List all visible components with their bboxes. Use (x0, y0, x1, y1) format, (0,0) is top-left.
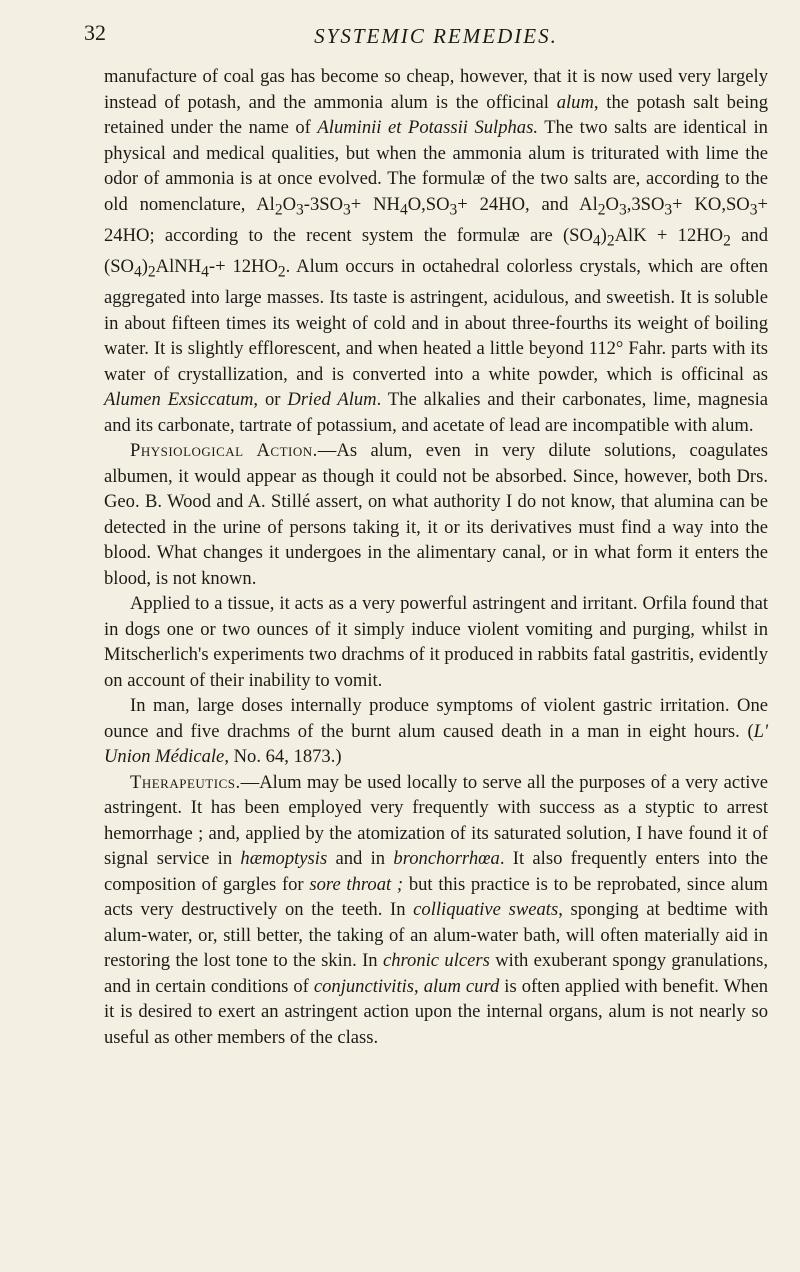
subscript: 3 (296, 201, 304, 219)
subscript: 4 (592, 232, 601, 250)
text-run: ) (600, 224, 607, 246)
text-run: ) (141, 255, 148, 277)
text-run: , sponging at bedtime with alum-water, or, still better, the taking of an alum-water bath, will often materially aid in restoring the lost tone to the skin. In (104, 899, 769, 972)
subscript: 3 (449, 201, 458, 219)
subscript: 2 (277, 263, 286, 281)
text-run: —Alum may be used locally to serve all the purposes of a very active astringent. It has been employed very frequently with success as a styptic to arrest hemorrhage ; and, applied by the atomization of its saturated solution, I have found it of signal service in (104, 771, 768, 870)
text-run: and in (327, 848, 394, 870)
text-run: , (414, 975, 424, 997)
paragraph (104, 438, 768, 591)
text-run: -+ 12HO (208, 255, 278, 277)
italic-text: colliquative sweats (413, 899, 559, 921)
subscript: 2 (147, 263, 156, 281)
text-run: Applied to a tissue, it acts as a very powerful astringent and irritant. Orfila found that in dogs one or two ounces of it simply induce violent vomiting and purging, whilst in Mitscherlich's experiments two drachms of it produced in rabbits fatal gastritis, evidently on account of their inability to vomit. (104, 593, 768, 691)
italic-text: L' Union Médicale (104, 720, 768, 768)
text-run: AlK + 12HO (614, 224, 724, 246)
italic-text: alum curd (423, 975, 500, 997)
text-run: manufacture of coal gas has become so cheap, however, that it is now used very largely instead of potash, and the ammonia alum is the officinal (104, 66, 768, 113)
italic-text: bronchorrhœa (393, 848, 500, 870)
text-run: + NH (350, 193, 400, 215)
subscript: 3 (749, 201, 758, 219)
text-run: -3SO (303, 193, 344, 215)
text-run: . It also frequently enters into the composition of gargles for (104, 848, 768, 895)
text-run: . Alum occurs in octahedral colorless crystals, which are often aggregated into large masses. Its taste is astringent, acidulous, and sweetish. It is soluble in about fifteen times its weight of cold and in about three-fourths its weight of boiling water. It is slightly efflorescent, and when heated a little beyond 112° Fahr. parts with its water of crystallization, and is converted into a white powder, which is officinal as (104, 255, 768, 385)
text-run: The two salts are identical in physical and medical qualities, but when the ammonia alum is triturated with lime the odor of ammonia is at once evolved. The formulæ of the two salts are, according to the old nomenclature, Al (104, 117, 768, 215)
subscript: 2 (723, 232, 731, 250)
text-run: + 24HO, and Al (457, 193, 598, 215)
subscript: 2 (606, 232, 615, 250)
page-number: 32 (84, 20, 106, 45)
italic-text: Alumen Exsiccatum (104, 389, 254, 411)
text-run: O (282, 193, 296, 215)
italic-text: chronic ulcers (382, 950, 490, 972)
text-run: O (605, 193, 619, 215)
text-run: , or (253, 389, 288, 411)
text-run: + 24HO; according to the recent system the formulæ are (SO (104, 193, 768, 246)
section-heading: Physiological Action. (130, 440, 318, 462)
text-run: , the potash salt being retained under the name of (104, 91, 768, 138)
text-run: with exuberant spongy granulations, and in certain conditions of (104, 950, 768, 997)
italic-text: sore throat ; (309, 873, 404, 895)
text-run: . The alkalies and their carbonates, lime, magnesia and its carbonate, tartrate of potassium, and acetate of lead are incompatible with alum. (104, 389, 768, 436)
text-run: In man, large doses internally produce symptoms of violent gastric irritation. One ounce and five drachms of the burnt alum caused death in a man in eight hours. ( (104, 695, 768, 742)
paragraph (104, 64, 768, 438)
paragraph (104, 693, 768, 770)
text-run: but this practice is to be reprobated, since alum acts very destructively on the teeth. In (104, 873, 769, 921)
text-run: —As alum, even in very dilute solutions, coagulates albumen, it would appear as though it could not be absorbed. Since, however, both Drs. Geo. B. Wood and A. Stillé assert, on what authority I do not know, that alumina can be detected in the urine of persons taking it, it or its derivatives must find a way into the blood. What changes it undergoes in the alimentary canal, or in what form it enters the blood, is not known. (104, 440, 768, 589)
section-heading: Therapeutics. (130, 771, 241, 793)
text-run: , No. 64, 1873.) (224, 746, 342, 768)
subscript: 3 (618, 201, 627, 219)
subscript: 4 (133, 263, 142, 281)
text-run: AlNH (155, 255, 202, 277)
subscript: 4 (201, 263, 209, 281)
text-run: and (SO (104, 224, 768, 277)
italic-text: alum (556, 91, 594, 113)
subscript: 2 (597, 201, 606, 219)
italic-text: Aluminii et Potassii Sulphas. (317, 117, 538, 138)
paragraph (104, 770, 768, 1051)
text-run: O,SO (407, 193, 450, 215)
italic-text: hæmoptysis (240, 848, 328, 870)
paragraph (104, 591, 768, 693)
subscript: 4 (399, 201, 408, 219)
italic-text: Dried Alum (287, 389, 377, 411)
page-header (84, 20, 768, 64)
subscript: 3 (664, 201, 673, 219)
text-run: + KO,SO (672, 193, 750, 215)
subscript: 3 (343, 201, 351, 219)
running-head: SYSTEMIC REMEDIES. (314, 24, 558, 48)
text-run: is often applied with benefit. When it is desired to exert an astringent action upon the internal organs, alum is not nearly so useful as other members of the class. (104, 975, 769, 1048)
subscript: 2 (274, 201, 283, 219)
italic-text: conjunctivitis (313, 975, 415, 997)
text-run: ,3SO (626, 193, 665, 215)
body-text (104, 64, 768, 1050)
